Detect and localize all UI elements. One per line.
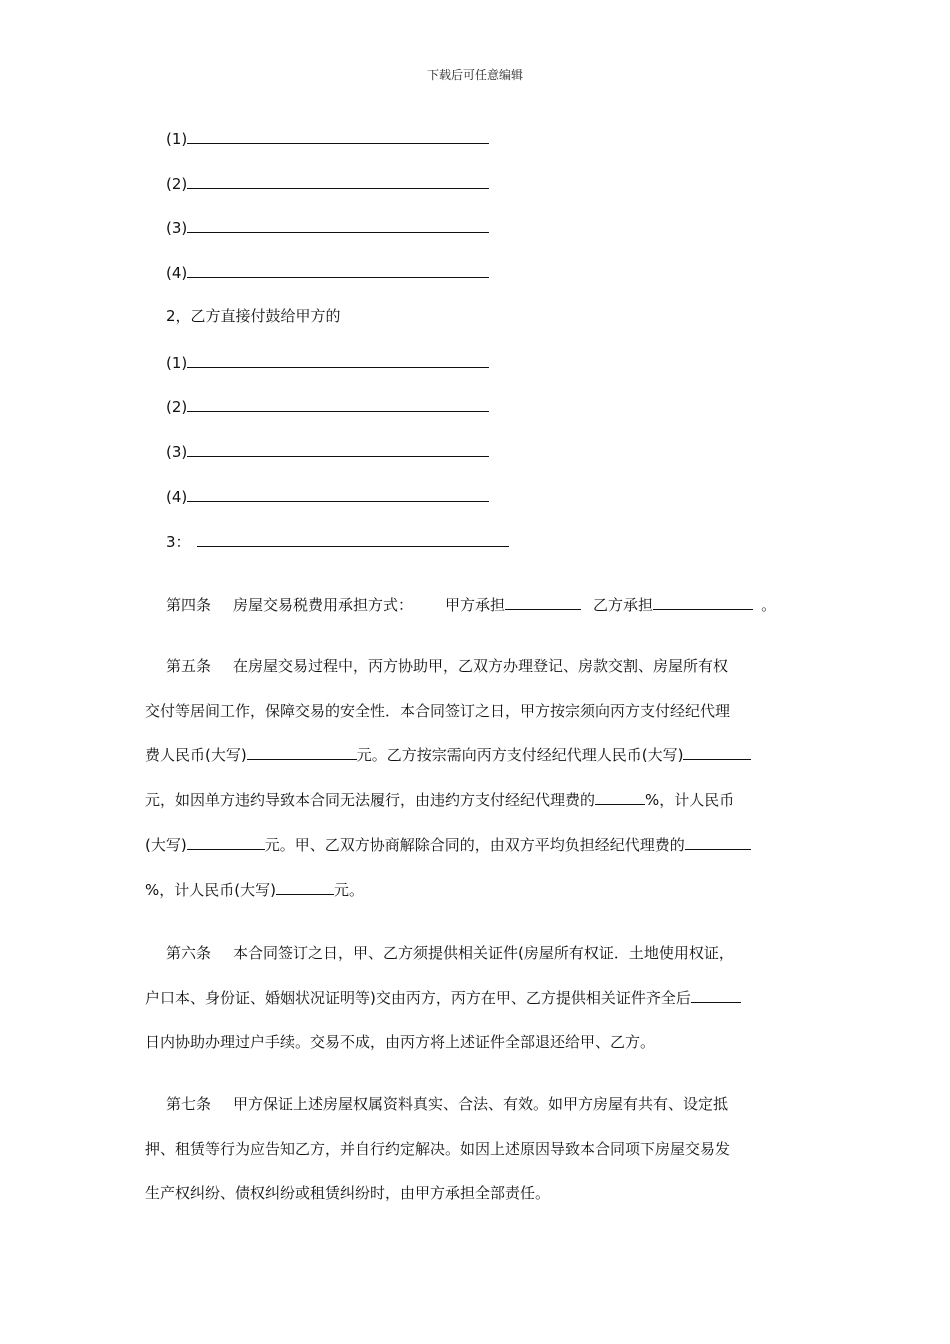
item3: 3： [166,530,509,552]
fill-blank[interactable] [685,834,751,850]
fill-blank[interactable] [187,261,489,278]
fill-blank[interactable] [187,172,489,189]
article-label: 第七条 [166,1095,212,1113]
list2-item: (4) [166,485,489,507]
article-4: 第四条 房屋交易税费用承担方式： 甲方承担 乙方承担 。 [166,593,776,615]
list1-item: (3) [166,216,489,238]
list2-item: (2) [166,395,489,417]
fill-blank[interactable] [187,216,489,233]
list1-item: (4) [166,261,489,283]
fill-blank[interactable] [187,395,489,412]
fill-blank[interactable] [691,987,741,1003]
fill-blank[interactable] [276,879,334,895]
list1-item: (1) [166,127,489,149]
article-5: 第五条 在房屋交易过程中，丙方协助甲，乙双方办理登记、房款交割、房屋所有权 交付等居间工作，保障交易的安全性．本合同签订之日，甲方按宗须向丙方支付经纪代理 费人民币(大写) 元。乙方按宗需向丙方支付经纪代理人民币(大写) 元，如因单方违约导致本合同无法履行，由违约方支付经纪代理费的 %，计人民币 (大写) 元。甲、乙双方协商解除合同的，由双方平均负担经纪代理费的 %，计人民币(大写) 元。 [145,644,805,912]
article-7: 第七条 甲方保证上述房屋权属资料真实、合法、有效。如甲方房屋有共有、设定抵 押、租赁等行为应告知乙方，并自行约定解决。如因上述原因导致本合同项下房屋交易发 生产权纠纷、债权纠纷或租赁纠纷时，由甲方承担全部责任。 [145,1095,731,1203]
fill-blank[interactable] [187,485,489,502]
fill-blank[interactable] [595,789,645,805]
fill-blank[interactable] [683,744,751,760]
page-header: 下载后可任意编辑 [426,68,523,82]
list2-item: (3) [166,440,489,462]
list1-item: (2) [166,172,489,194]
fill-blank[interactable] [505,593,581,610]
article-label: 第五条 [166,657,212,675]
fill-blank[interactable] [653,593,753,610]
fill-blank[interactable] [247,744,357,760]
list2-item: (1) [166,351,489,373]
article-label: 第六条 [166,944,212,962]
article-6: 第六条 本合同签订之日，甲、乙方须提供相关证件(房屋所有权证．土地使用权证， 户口本、身份证、婚姻状况证明等)交由丙方，丙方在甲、乙方提供相关证件齐全后 日内协助办理过户手续。交易不成，由丙方将上述证件全部退还给甲、乙方。 [145,931,805,1065]
fill-blank[interactable] [187,834,265,850]
fill-blank[interactable] [197,530,509,547]
fill-blank[interactable] [187,127,489,144]
fill-blank[interactable] [187,351,489,368]
section2-title: 2，乙方直接付鼓给甲方的 [166,307,341,325]
article-label: 第四条 [166,596,212,614]
fill-blank[interactable] [187,440,489,457]
